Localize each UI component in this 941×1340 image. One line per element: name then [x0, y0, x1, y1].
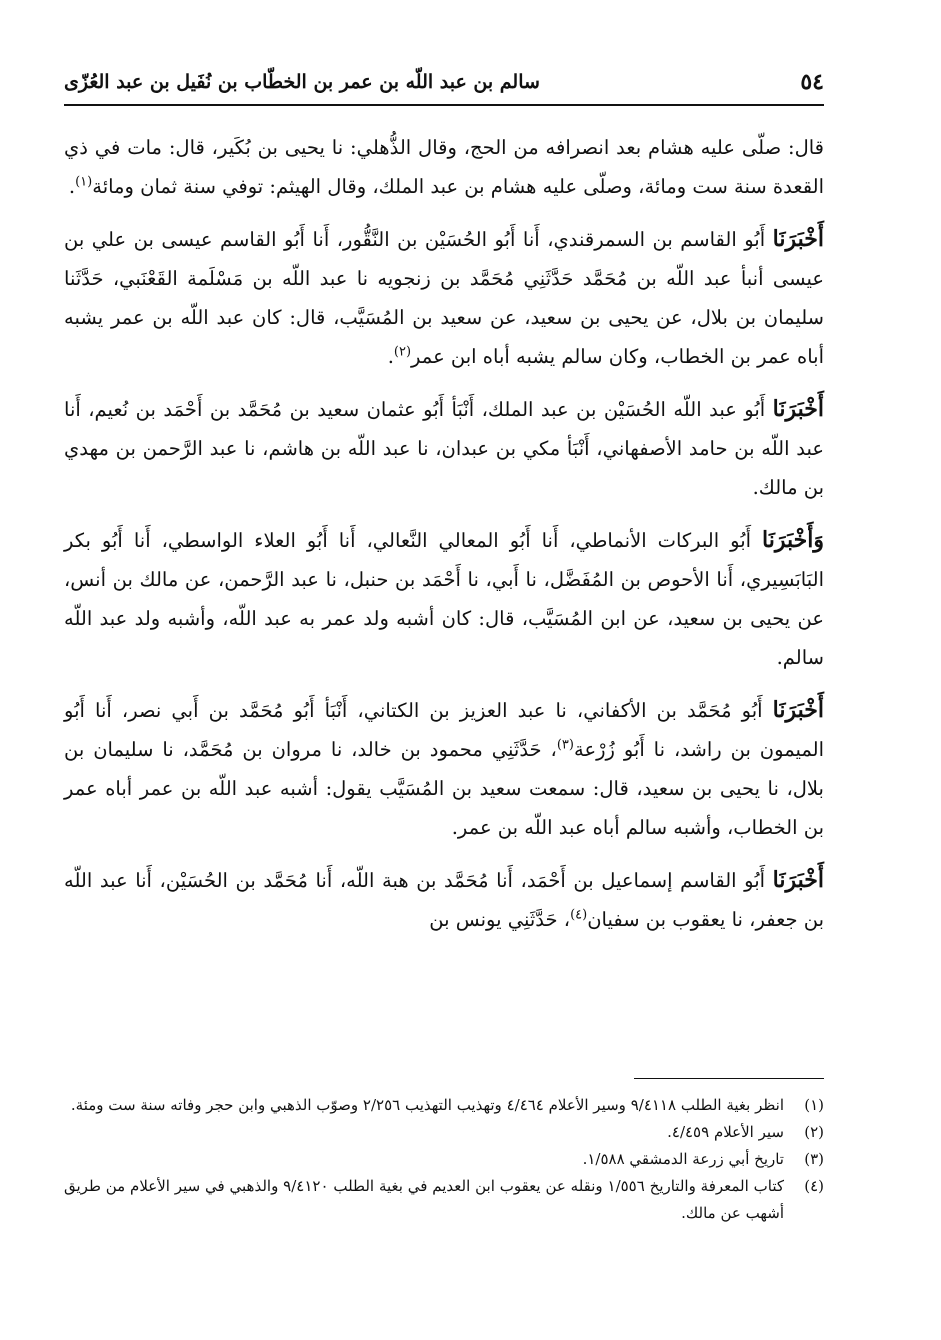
paragraph [64, 220, 824, 376]
footnote-text: سير الأعلام ٤/٤٥٩. [667, 1123, 784, 1141]
paragraph-lead: أَخْبَرَنَا [772, 226, 824, 252]
footnotes [64, 1092, 824, 1227]
footnote [64, 1146, 824, 1173]
paragraph [64, 390, 824, 507]
paragraph-lead: أَخْبَرَنَا [772, 697, 824, 723]
footnotes-rule [634, 1078, 824, 1079]
paragraph-text: أَبُو القاسم إسماعيل بن أَحْمَد، أَنا مُحَمَّد بن هبة اللّه، أَنا مُحَمَّد بن الحُسَيْن، أَنا عبد اللّه بن جعفر، نا يعقوب بن سفيان [64, 869, 824, 931]
running-head [64, 62, 824, 102]
paragraph-text: ، حَدَّثَنِي محمود بن خالد، نا مروان بن مُحَمَّد، نا سليمان بن بلال، نا يحيى بن سعيد، قال: سمعت سعيد بن المُسَيَّب يقول: أشبه عبد اللّه بن عمر أباه عمر بن الخطاب، وأشبه سالم أباه عبد اللّه بن عمر. [64, 738, 824, 839]
footnote [64, 1092, 824, 1119]
footnote-number: (١) [804, 1096, 824, 1114]
paragraph-text: . [387, 345, 394, 368]
footnote-text: انظر بغية الطلب ٩/٤١١٨ وسير الأعلام ٤/٤٦٤ وتهذيب التهذيب ٢/٢٥٦ وصوّب الذهبي وابن حجر وفاته سنة ست ومئة. [70, 1096, 784, 1114]
paragraph [64, 861, 824, 939]
footnote [64, 1173, 824, 1227]
paragraph-text: ، حَدَّثَنِي يونس بن [429, 908, 571, 931]
footnote-number: (٢) [804, 1123, 824, 1141]
footnote-number: (٣) [804, 1150, 824, 1168]
running-head-title: سالم بن عبد اللّه بن عمر بن الخطّاب بن نُفَيل بن عبد العُزّى [64, 71, 540, 93]
header-rule [64, 104, 824, 106]
paragraph-lead: أَخْبَرَنَا [772, 867, 824, 893]
footnote-ref[interactable]: (٤) [570, 907, 588, 923]
page-number: ٥٤ [800, 69, 824, 95]
paragraph [64, 691, 824, 847]
footnote-ref[interactable]: (٢) [393, 344, 412, 360]
paragraph [64, 521, 824, 677]
footnote [64, 1119, 824, 1146]
paragraph-text: أَبُو البركات الأنماطي، أَنا أَبُو المعالي النَّعالي، أَنا أَبُو العلاء الواسطي، أَنا أَبُو بكر البَابَسِيري، أَنا الأحوص بن المُفَضَّل، نا أَبي، نا أَحْمَد بن حنبل، نا عبد الرَّحمن، عن مالك بن أنس، عن يحيى بن سعيد، عن ابن المُسَيَّب، قال: كان أشبه ولد عمر به عبد اللّه، وأشبه ولد عبد اللّه سالم. [64, 529, 825, 669]
footnote-text: تاريخ أبي زرعة الدمشقي ١/٥٨٨. [582, 1150, 784, 1168]
footnote-number: (٤) [804, 1177, 824, 1195]
paragraph-text: أَبُو القاسم بن السمرقندي، أَنا أَبُو الحُسَيْن بن النَّقُّور، أَنا أَبُو القاسم عيسى بن علي بن عيسى أنبأ عبد اللّه بن مُحَمَّد حَدَّثَنِي مُحَمَّد بن زنجويه نا عبد اللّه بن مَسْلَمة القَعْنَبي، حَدَّثَنا سليمان بن بلال، عن يحيى بن سعيد، عن سعيد بن المُسَيَّب، قال: كان عبد اللّه بن عمر يشبه أباه عمر بن الخطاب، وكان سالم يشبه أباه ابن عمر [64, 228, 824, 368]
paragraph [64, 128, 824, 206]
footnote-ref[interactable]: (٣) [556, 737, 574, 753]
paragraph-lead: وَأَخْبَرَنَا [762, 527, 824, 553]
paragraph-text: أَبُو مُحَمَّد بن الأكفاني، نا عبد العزيز بن الكتاني، أَنْبَأ أَبُو مُحَمَّد بن أَبي نصر، أَنا أَبُو الميمون بن راشد، نا أَبُو زُرْعة [64, 699, 824, 761]
footnote-ref[interactable]: (١) [75, 174, 93, 190]
main-text [64, 128, 824, 953]
paragraph-text: قال: صلّى عليه هشام بعد انصرافه من الحج، وقال الذُّهلي: نا يحيى بن بُكَير، قال: مات في ذي القعدة سنة ست ومائة، وصلّى عليه هشام بن عبد الملك، وقال الهيثم: توفي سنة ثمان ومائة [64, 136, 824, 198]
paragraph-lead: أَخْبَرَنَا [772, 396, 824, 422]
footnote-text: كتاب المعرفة والتاريخ ١/٥٥٦ ونقله عن يعقوب ابن العديم في بغية الطلب ٩/٤١٢٠ والذهبي في سير الأعلام من طريق أشهب عن مالك. [64, 1177, 784, 1222]
paragraph-text: أَبُو عبد اللّه الحُسَيْن بن عبد الملك، أَنْبَأ أَبُو عثمان سعيد بن مُحَمَّد بن أَحْمَد بن نُعيم، أَنا عبد اللّه بن حامد الأصفهاني، أَنْبَأ مكي بن عبدان، نا عبد اللّه بن هاشم، نا عبد الرَّحمن بن مهدي بن مالك. [64, 398, 824, 499]
paragraph-text: . [68, 175, 76, 198]
